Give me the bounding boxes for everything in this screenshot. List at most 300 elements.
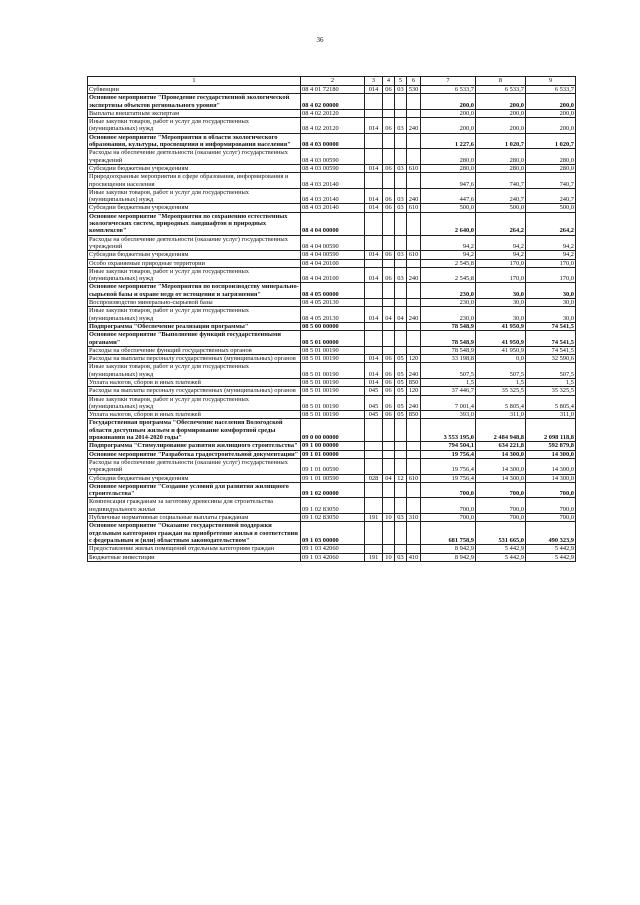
row-section-cell — [383, 133, 395, 149]
row-amount-cell: 592 879,8 — [526, 442, 576, 450]
row-section-cell: 04 — [383, 307, 395, 323]
row-section-cell — [383, 458, 395, 474]
row-name-cell: Иные закупки товаров, работ и услуг для государственных (муниципальных) нужд — [88, 188, 301, 204]
row-code-cell: 08 4 05 20130 — [301, 307, 365, 323]
row-code-cell: 08 5 01 00190 — [301, 346, 365, 354]
row-code-cell: 09 1 00 00000 — [301, 442, 365, 450]
row-expense-type-cell — [407, 322, 421, 330]
row-amount-cell: 700,0 — [476, 498, 526, 514]
row-name-cell: Иные закупки товаров, работ и услуг для государственных (муниципальных) нужд — [88, 118, 301, 134]
table-row — [88, 251, 576, 259]
row-subsection-cell — [395, 419, 407, 442]
table-row — [88, 267, 576, 283]
row-code-cell: 08 4 05 20130 — [301, 299, 365, 307]
row-admin-code-cell — [365, 299, 383, 307]
row-expense-type-cell: 240 — [407, 118, 421, 134]
row-admin-code-cell: 014 — [365, 86, 383, 94]
row-amount-cell: 2 484 948,8 — [476, 419, 526, 442]
row-code-cell: 08 4 02 00000 — [301, 94, 365, 110]
row-admin-code-cell — [365, 133, 383, 149]
table-row — [88, 118, 576, 134]
row-subsection-cell — [395, 259, 407, 267]
row-admin-code-cell: 014 — [365, 164, 383, 172]
row-amount-cell: 500,0 — [421, 204, 476, 212]
row-code-cell: 08 5 01 00190 — [301, 355, 365, 363]
row-code-cell: 08 5 01 00190 — [301, 395, 365, 411]
row-admin-code-cell: 045 — [365, 387, 383, 395]
row-expense-type-cell: 410 — [407, 553, 421, 561]
row-admin-code-cell: 014 — [365, 378, 383, 386]
row-name-cell: Компенсация гражданам за заготовку древесины для строительства индивидуального жилья — [88, 498, 301, 514]
row-name-cell: Расходы на обеспечение деятельности (оказание услуг) государственных учреждений — [88, 458, 301, 474]
row-section-cell — [383, 109, 395, 117]
row-expense-type-cell — [407, 331, 421, 347]
row-amount-cell: 230,0 — [421, 307, 476, 323]
row-expense-type-cell — [407, 482, 421, 498]
row-subsection-cell: 03 — [395, 553, 407, 561]
row-code-cell: 09 1 01 00590 — [301, 474, 365, 482]
row-section-cell: 04 — [383, 474, 395, 482]
row-amount-cell: 280,0 — [476, 164, 526, 172]
row-section-cell: 06 — [383, 378, 395, 386]
row-expense-type-cell: 530 — [407, 86, 421, 94]
row-subsection-cell: 03 — [395, 514, 407, 522]
row-subsection-cell: 03 — [395, 251, 407, 259]
row-name-cell: Основное мероприятие "Проведение государственной экологической экспертизы объектов регионального уровня" — [88, 94, 301, 110]
row-subsection-cell — [395, 442, 407, 450]
row-amount-cell: 94,2 — [476, 251, 526, 259]
row-section-cell — [383, 212, 395, 235]
row-code-cell: 08 5 01 00000 — [301, 331, 365, 347]
row-amount-cell: 30,0 — [526, 307, 576, 323]
table-row — [88, 322, 576, 330]
table-row — [88, 442, 576, 450]
row-subsection-cell — [395, 522, 407, 545]
table-row — [88, 259, 576, 267]
row-amount-cell: 1 020,7 — [476, 133, 526, 149]
table-row — [88, 545, 576, 553]
row-amount-cell: 30,0 — [526, 299, 576, 307]
row-amount-cell: 393,0 — [421, 411, 476, 419]
row-expense-type-cell — [407, 419, 421, 442]
row-name-cell: Субсидии бюджетным учреждениям — [88, 474, 301, 482]
row-name-cell: Уплата налогов, сборов и иных платежей — [88, 411, 301, 419]
row-amount-cell: 8 942,9 — [421, 545, 476, 553]
row-code-cell: 09 1 03 00000 — [301, 522, 365, 545]
table-row — [88, 188, 576, 204]
row-amount-cell: 1,5 — [421, 378, 476, 386]
row-code-cell: 08 4 01 72180 — [301, 86, 365, 94]
row-subsection-cell: 05 — [395, 411, 407, 419]
row-expense-type-cell — [407, 133, 421, 149]
row-amount-cell: 200,0 — [526, 118, 576, 134]
row-name-cell: Субсидии бюджетным учреждениям — [88, 251, 301, 259]
row-name-cell: Иные закупки товаров, работ и услуг для государственных (муниципальных) нужд — [88, 307, 301, 323]
table-row — [88, 299, 576, 307]
row-amount-cell: 78 548,9 — [421, 331, 476, 347]
page-number: 36 — [316, 36, 324, 44]
row-code-cell: 08 4 03 20140 — [301, 173, 365, 189]
table-row — [88, 212, 576, 235]
row-name-cell: Выплаты внештатным экспертам — [88, 109, 301, 117]
row-amount-cell: 2 640,0 — [421, 212, 476, 235]
row-amount-cell: 507,5 — [476, 363, 526, 379]
row-name-cell: Основное мероприятие "Мероприятия по воспроизводству минерально-сырьевой базы и охране недр от истощения и загрязнения" — [89, 283, 299, 298]
row-section-cell: 06 — [383, 411, 395, 419]
row-amount-cell: 700,0 — [421, 498, 476, 514]
row-admin-code-cell — [365, 545, 383, 553]
row-code-cell: 09 1 03 42060 — [301, 545, 365, 553]
row-amount-cell: 33 198,8 — [421, 355, 476, 363]
row-amount-cell: 700,0 — [476, 514, 526, 522]
row-code-cell: 09 1 03 42060 — [301, 553, 365, 561]
row-amount-cell: 30,0 — [476, 299, 526, 307]
row-amount-cell: 41 950,9 — [476, 331, 526, 347]
row-name-cell: Государственная программа "Обеспечение населения Вологодской области доступным жильем и формирование комфортной среды проживания на 2014-2020 годы" — [88, 419, 301, 442]
row-amount-cell: 78 548,9 — [421, 346, 476, 354]
table-row — [88, 419, 576, 442]
row-admin-code-cell: 191 — [365, 514, 383, 522]
row-expense-type-cell: 240 — [407, 307, 421, 323]
table-row — [88, 482, 576, 498]
row-section-cell: 10 — [383, 553, 395, 561]
row-subsection-cell — [395, 331, 407, 347]
row-amount-cell: 200,0 — [421, 94, 476, 110]
row-amount-cell: 94,2 — [421, 251, 476, 259]
row-expense-type-cell: 610 — [407, 204, 421, 212]
row-expense-type-cell: 850 — [407, 411, 421, 419]
row-expense-type-cell: 310 — [407, 514, 421, 522]
row-admin-code-cell — [365, 498, 383, 514]
row-amount-cell: 170,0 — [526, 259, 576, 267]
row-subsection-cell — [395, 450, 407, 458]
row-admin-code-cell — [365, 458, 383, 474]
row-name-cell: Расходы на обеспечение деятельности (оказание услуг) государственных учреждений — [88, 149, 301, 165]
row-subsection-cell — [395, 133, 407, 149]
row-subsection-cell — [395, 212, 407, 235]
row-amount-cell: 5 442,9 — [526, 545, 576, 553]
row-amount-cell: 7 001,4 — [421, 395, 476, 411]
row-admin-code-cell: 028 — [365, 474, 383, 482]
row-code-cell: 09 0 00 00000 — [301, 419, 365, 442]
row-admin-code-cell — [365, 173, 383, 189]
column-header: 6 — [407, 77, 421, 86]
row-code-cell: 08 4 05 00000 — [301, 283, 365, 299]
row-expense-type-cell: 120 — [407, 355, 421, 363]
row-subsection-cell — [395, 545, 407, 553]
row-admin-code-cell: 014 — [365, 355, 383, 363]
row-section-cell — [383, 522, 395, 545]
row-amount-cell: 280,0 — [421, 164, 476, 172]
row-admin-code-cell: 014 — [365, 307, 383, 323]
row-amount-cell: 14 300,0 — [526, 450, 576, 458]
row-amount-cell: 507,5 — [526, 363, 576, 379]
row-amount-cell: 200,0 — [526, 109, 576, 117]
table-row — [88, 173, 576, 189]
row-admin-code-cell — [365, 109, 383, 117]
row-section-cell: 06 — [383, 86, 395, 94]
row-subsection-cell: 05 — [395, 395, 407, 411]
row-amount-cell: 6 533,7 — [421, 86, 476, 94]
row-section-cell: 06 — [383, 363, 395, 379]
row-section-cell — [383, 94, 395, 110]
row-amount-cell: 94,2 — [476, 235, 526, 251]
row-code-cell: 08 4 04 00590 — [301, 235, 365, 251]
row-amount-cell: 240,7 — [476, 188, 526, 204]
row-subsection-cell — [395, 109, 407, 117]
table-row — [88, 86, 576, 94]
row-amount-cell: 14 300,0 — [476, 458, 526, 474]
row-name-cell: Природоохранные мероприятия в сфере образования, информирования и просвещения населения — [88, 173, 301, 189]
row-subsection-cell: 12 — [395, 474, 407, 482]
row-name-cell: Расходы на выплаты персоналу государственных (муниципальных) органов — [88, 387, 301, 395]
row-subsection-cell: 05 — [395, 355, 407, 363]
row-name-cell: Предоставление жилых помещений отдельным категориям граждан — [88, 545, 301, 553]
row-amount-cell: 30,0 — [476, 307, 526, 323]
row-amount-cell: 947,6 — [421, 173, 476, 189]
table-row — [88, 331, 576, 347]
row-amount-cell: 280,0 — [421, 149, 476, 165]
table-row — [88, 204, 576, 212]
row-subsection-cell: 03 — [395, 86, 407, 94]
row-section-cell — [383, 450, 395, 458]
table-row — [88, 363, 576, 379]
row-subsection-cell — [395, 94, 407, 110]
row-name-cell: Уплата налогов, сборов и иных платежей — [88, 378, 301, 386]
row-admin-code-cell — [365, 346, 383, 354]
table-row — [88, 94, 576, 110]
row-amount-cell: 8 942,9 — [421, 553, 476, 561]
row-amount-cell: 5 442,9 — [476, 545, 526, 553]
row-name-cell: Иные закупки товаров, работ и услуг для государственных (муниципальных) нужд — [88, 363, 301, 379]
row-amount-cell: 2 545,8 — [421, 267, 476, 283]
row-section-cell: 06 — [383, 395, 395, 411]
row-name-cell: Расходы на выплаты персоналу государственных (муниципальных) органов — [88, 355, 301, 363]
row-amount-cell: 500,0 — [526, 204, 576, 212]
row-amount-cell: 35 325,5 — [476, 387, 526, 395]
row-amount-cell: 311,0 — [476, 411, 526, 419]
table-row — [88, 109, 576, 117]
row-code-cell: 08 4 03 20140 — [301, 188, 365, 204]
row-amount-cell: 700,0 — [526, 498, 576, 514]
row-admin-code-cell — [365, 235, 383, 251]
row-admin-code-cell — [365, 442, 383, 450]
row-amount-cell: 94,2 — [526, 235, 576, 251]
row-expense-type-cell: 240 — [407, 188, 421, 204]
row-amount-cell: 0,0 — [476, 355, 526, 363]
table-row — [88, 133, 576, 149]
table-row — [88, 387, 576, 395]
row-amount-cell: 200,0 — [421, 118, 476, 134]
row-amount-cell: 230,0 — [421, 299, 476, 307]
row-admin-code-cell — [365, 331, 383, 347]
row-code-cell: 08 4 03 00590 — [301, 164, 365, 172]
table-row — [88, 450, 576, 458]
table-row — [88, 474, 576, 482]
row-name-cell: Бюджетные инвестиции — [88, 553, 301, 561]
row-name-cell: Расходы на обеспечение функций государственных органов — [88, 346, 301, 354]
row-subsection-cell — [395, 283, 407, 299]
row-amount-cell: 200,0 — [476, 118, 526, 134]
table-header-row — [88, 77, 576, 86]
row-admin-code-cell — [365, 482, 383, 498]
column-header: 4 — [383, 77, 395, 86]
row-expense-type-cell — [407, 522, 421, 545]
row-section-cell — [383, 331, 395, 347]
table-row — [88, 235, 576, 251]
row-admin-code-cell — [365, 149, 383, 165]
row-name-cell: Иные закупки товаров, работ и услуг для государственных (муниципальных) нужд — [88, 267, 301, 283]
row-code-cell: 08 4 02 20120 — [301, 118, 365, 134]
column-header: 1 — [88, 77, 301, 86]
row-name-cell: Субсидии бюджетным учреждениям — [88, 204, 301, 212]
row-admin-code-cell — [365, 419, 383, 442]
row-expense-type-cell — [407, 259, 421, 267]
row-section-cell — [383, 149, 395, 165]
row-amount-cell: 74 541,5 — [526, 331, 576, 347]
row-amount-cell: 170,0 — [476, 267, 526, 283]
row-amount-cell: 74 541,5 — [526, 322, 576, 330]
row-admin-code-cell — [365, 450, 383, 458]
row-amount-cell: 490 323,9 — [526, 522, 576, 545]
row-admin-code-cell: 014 — [365, 267, 383, 283]
row-subsection-cell: 03 — [395, 164, 407, 172]
row-expense-type-cell — [407, 212, 421, 235]
row-section-cell: 06 — [383, 267, 395, 283]
row-subsection-cell: 05 — [395, 387, 407, 395]
row-amount-cell: 200,0 — [476, 109, 526, 117]
row-code-cell: 08 4 03 00590 — [301, 149, 365, 165]
row-expense-type-cell: 240 — [407, 395, 421, 411]
row-amount-cell: 700,0 — [421, 514, 476, 522]
row-admin-code-cell — [365, 522, 383, 545]
row-subsection-cell: 04 — [395, 307, 407, 323]
row-amount-cell: 19 756,4 — [421, 450, 476, 458]
row-admin-code-cell — [365, 259, 383, 267]
row-admin-code-cell — [365, 283, 383, 299]
row-amount-cell: 19 756,4 — [421, 458, 476, 474]
row-amount-cell: 740,7 — [526, 173, 576, 189]
row-code-cell: 08 4 04 00000 — [301, 212, 365, 235]
row-amount-cell: 5 805,4 — [526, 395, 576, 411]
row-subsection-cell: 03 — [395, 188, 407, 204]
row-amount-cell: 500,0 — [476, 204, 526, 212]
row-amount-cell: 78 548,9 — [421, 322, 476, 330]
column-header: 9 — [526, 77, 576, 86]
row-admin-code-cell: 191 — [365, 553, 383, 561]
row-amount-cell: 35 325,5 — [526, 387, 576, 395]
row-amount-cell: 37 446,7 — [421, 387, 476, 395]
row-code-cell: 08 5 01 00190 — [301, 411, 365, 419]
row-code-cell: 08 4 03 00000 — [301, 133, 365, 149]
row-amount-cell: 264,2 — [476, 212, 526, 235]
row-amount-cell: 14 300,0 — [476, 474, 526, 482]
row-admin-code-cell: 014 — [365, 363, 383, 379]
row-name-cell: Основное мероприятие "Мероприятия по сохранению естественных экологических систем, природных ландшафтов и природных комплексов" — [88, 212, 301, 235]
row-amount-cell: 170,0 — [476, 259, 526, 267]
row-amount-cell: 700,0 — [476, 482, 526, 498]
row-name-cell: Подпрограмма "Стимулирование развития жилищного строительства" — [88, 442, 301, 450]
row-section-cell: 06 — [383, 188, 395, 204]
row-amount-cell: 94,2 — [526, 251, 576, 259]
row-amount-cell: 700,0 — [526, 482, 576, 498]
row-name-cell: Иные закупки товаров, работ и услуг для государственных (муниципальных) нужд — [88, 395, 301, 411]
row-amount-cell: 1 227,6 — [421, 133, 476, 149]
row-amount-cell: 280,0 — [526, 164, 576, 172]
table-row — [88, 355, 576, 363]
row-amount-cell: 30,0 — [526, 283, 576, 299]
row-section-cell — [383, 322, 395, 330]
row-amount-cell: 507,5 — [421, 363, 476, 379]
row-amount-cell: 700,0 — [421, 482, 476, 498]
row-expense-type-cell — [407, 458, 421, 474]
row-name-cell: Основное мероприятие "Выполнение функций государственными органами" — [88, 331, 301, 347]
row-amount-cell: 280,0 — [476, 149, 526, 165]
row-expense-type-cell — [407, 235, 421, 251]
row-amount-cell: 200,0 — [526, 94, 576, 110]
table-row — [88, 307, 576, 323]
row-subsection-cell — [395, 173, 407, 189]
row-section-cell — [383, 498, 395, 514]
row-expense-type-cell: 610 — [407, 251, 421, 259]
row-expense-type-cell: 240 — [407, 363, 421, 379]
row-admin-code-cell — [365, 212, 383, 235]
row-admin-code-cell: 014 — [365, 118, 383, 134]
row-subsection-cell — [395, 299, 407, 307]
row-amount-cell: 311,0 — [526, 411, 576, 419]
row-admin-code-cell: 045 — [365, 395, 383, 411]
row-subsection-cell — [395, 482, 407, 498]
row-amount-cell: 264,2 — [526, 212, 576, 235]
table-row — [88, 514, 576, 522]
row-subsection-cell — [395, 149, 407, 165]
row-code-cell: 08 4 04 00590 — [301, 251, 365, 259]
column-header: 8 — [476, 77, 526, 86]
row-section-cell: 06 — [383, 355, 395, 363]
row-code-cell: 09 1 02 83050 — [301, 498, 365, 514]
row-section-cell: 06 — [383, 204, 395, 212]
row-expense-type-cell — [407, 299, 421, 307]
table-body — [88, 86, 576, 562]
budget-table — [87, 76, 576, 562]
row-amount-cell: 740,7 — [476, 173, 526, 189]
row-amount-cell: 200,0 — [476, 94, 526, 110]
row-amount-cell: 41 950,9 — [476, 322, 526, 330]
row-name-cell: Расходы на обеспечение деятельности (оказание услуг) государственных учреждений — [88, 235, 301, 251]
row-amount-cell: 5 442,9 — [476, 553, 526, 561]
row-subsection-cell: 03 — [395, 204, 407, 212]
row-amount-cell: 1 020,7 — [526, 133, 576, 149]
row-code-cell: 09 1 01 00590 — [301, 458, 365, 474]
row-amount-cell: 3 553 195,0 — [421, 419, 476, 442]
row-expense-type-cell: 850 — [407, 378, 421, 386]
row-code-cell: 08 5 01 00190 — [301, 387, 365, 395]
row-amount-cell: 531 665,0 — [476, 522, 526, 545]
table-row — [88, 458, 576, 474]
row-amount-cell: 94,2 — [421, 235, 476, 251]
row-amount-cell: 240,7 — [526, 188, 576, 204]
column-header: 7 — [421, 77, 476, 86]
row-expense-type-cell — [407, 545, 421, 553]
row-amount-cell: 2 545,8 — [421, 259, 476, 267]
row-amount-cell: 5 805,4 — [476, 395, 526, 411]
row-name-cell: Воспроизводство минерально-сырьевой базы — [88, 299, 301, 307]
row-name-cell: Субвенции — [88, 86, 301, 94]
row-expense-type-cell: 120 — [407, 387, 421, 395]
row-amount-cell: 170,0 — [526, 267, 576, 283]
row-name-cell: Основное мероприятие "Создание условий для развития жилищного строительства" — [88, 482, 301, 498]
row-admin-code-cell: 014 — [365, 204, 383, 212]
